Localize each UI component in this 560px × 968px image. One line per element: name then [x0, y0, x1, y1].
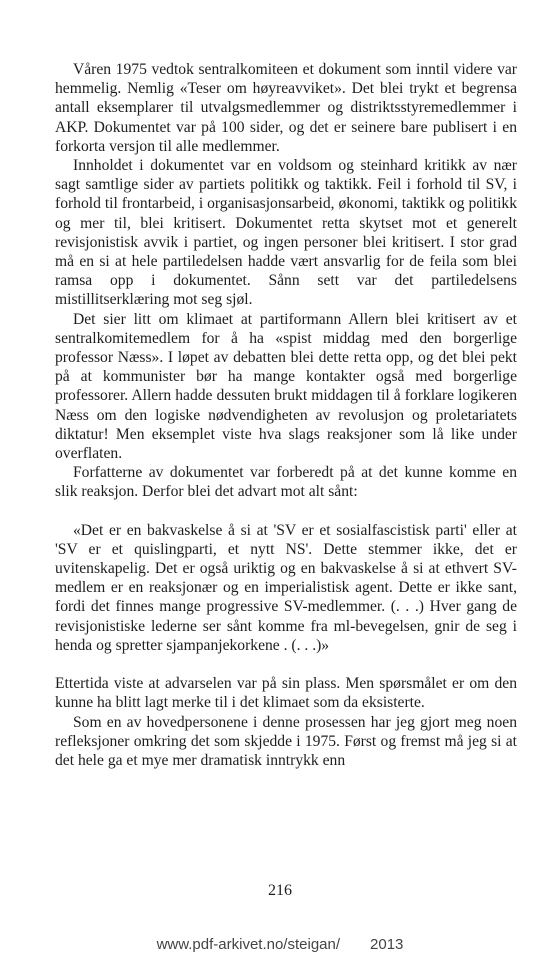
footer-year: 2013 [370, 936, 404, 953]
body-text [55, 60, 517, 770]
paragraph-3: Det sier litt om klimaet at partiformann Allern blei kritisert av et sentralkomitemedlem for å ha «spist middag med den borgerlige professor Næss». I løpet av debatten blei dette retta opp, og det blei pekt på at kommunister bør ha mange kontakter også med borgerlige professorer. Allern hadde dessuten brukt middagen til å forklare logikeren Næss om den logiske nødvendigheten av revolusjon og proletariatets diktatur! Men eksemplet viste hva slags reaksjoner som lå like under overflaten. [55, 310, 517, 463]
footer [0, 936, 560, 953]
block-quote: «Det er en bakvaskelse å si at 'SV er et sosialfascistisk parti' eller at 'SV er et quislingparti, et nytt NS'. Dette stemmer ikke, det er uvitenskapelig. Det er også uriktig og en bakvaskelse å si at ethvert SV-medlem er en reaksjonær og en imperialistisk agent. Dette er ikke sant, fordi det finnes mange progressive SV-medlemmer. (. . .) Hver gang de revisjonistiske lederne ser sånt komme fra ml-bevegelsen, gnir de seg i henda og spretter sjampanjekorkene . (. . .)» [55, 521, 517, 654]
paragraph-4: Forfatterne av dokumentet var forberedt på at det kunne komme en slik reaksjon. Derfor blei det advart mot alt sånt: [55, 464, 517, 501]
paragraph-last: Som en av hovedpersonene i denne prosessen har jeg gjort meg noen refleksjoner omkring det som skjedde i 1975. Først og fremst må jeg si at det hele ga et mye mer dramatisk inntrykk enn [55, 713, 517, 769]
paragraph-after-quote: Ettertida viste at advarselen var på sin plass. Men spørsmålet er om den kunne ha blitt lagt merke til i det klimaet som da eksisterte. [55, 675, 517, 712]
paragraph-2: Innholdet i dokumentet var en voldsom og steinhard kritikk av nær sagt samtlige sider av partiets politikk og taktikk. Feil i forhold til SV, i forhold til frontarbeid, i organisasjonsarbeid, økonomi, taktikk og politikk og mer til, blei kritisert. Dokumentet retta skytset mot et generelt revisjonistisk avvik i partiet, og ingen personer blei kritisert. I stor grad må en si at hele partiledelsen hadde vært ansvarlig for de feila som blei ramsa opp i dokumentet. Sånn sett var det partiledelsens mistillitserklæring mot seg sjøl. [55, 157, 517, 309]
footer-url: www.pdf-arkivet.no/steigan/ [156, 936, 341, 953]
page-number: 216 [268, 882, 292, 899]
paragraph-1: Våren 1975 vedtok sentralkomiteen et dokument som inntil videre var hemmelig. Nemlig «Teser om høyreavviket». Det blei trykt et begrensa antall eksemplarer til utvalgsmedlemmer og distriktsstyremedlemmer i AKP. Dokumentet var på 100 sider, og det er seinere bare publisert i en forkorta versjon til alle medlemmer. [55, 61, 517, 155]
